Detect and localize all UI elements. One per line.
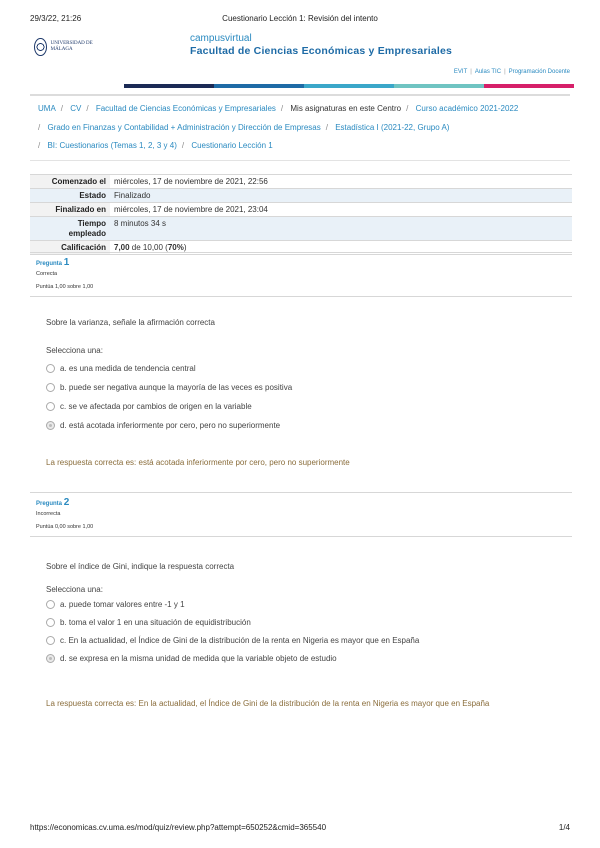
summary-label: Tiempo empleado (30, 217, 110, 241)
question-state: Correcta (36, 271, 58, 277)
summary-label: Finalizado en (30, 203, 110, 217)
breadcrumb-section[interactable]: BI: Cuestionarios (Temas 1, 2, 3 y 4) (47, 141, 177, 150)
answer-option[interactable]: a. puede tomar valores entre -1 y 1 (46, 598, 556, 610)
color-bar-segment (484, 84, 574, 88)
radio-button[interactable] (46, 636, 55, 645)
answer-option[interactable]: b. puede ser negativa aunque la mayoría de las veces es positiva (46, 381, 556, 393)
radio-button[interactable] (46, 600, 55, 609)
summary-label: Comenzado el (30, 175, 110, 189)
faculty-name[interactable]: Facultad de Ciencias Económicas y Empresariales (190, 45, 453, 57)
summary-row-finished (30, 203, 572, 217)
answer-prompt: Selecciona una: (46, 585, 103, 594)
grade-mid: de 10,00 ( (129, 242, 168, 252)
divider (30, 94, 570, 96)
answer-option[interactable]: d. está acotada inferiormente por cero, pero no superiormente (46, 419, 556, 431)
top-link-programacion-docente[interactable]: Programación Docente (508, 69, 570, 75)
question-content (46, 562, 556, 664)
summary-row-time (30, 217, 572, 241)
grade-percent: 70% (167, 242, 184, 252)
site-name[interactable]: campusvirtual (190, 33, 252, 44)
radio-button[interactable] (46, 383, 55, 392)
correct-answer-feedback: La respuesta correcta es: En la actualidad, el Índice de Gini de la distribución de la renta en Nigeria es mayor que en España (46, 699, 490, 708)
breadcrumb-degree[interactable]: Grado en Finanzas y Contabilidad + Administración y Dirección de Empresas (47, 122, 321, 132)
summary-label: Calificación (30, 241, 110, 255)
university-logo[interactable] (34, 36, 94, 58)
answer-option[interactable]: d. se expresa en la misma unidad de medida que la variable objeto de estudio (46, 652, 556, 664)
answer-option[interactable]: b. toma el valor 1 en una situación de equidistribución (46, 616, 556, 628)
question-state: Incorrecta (36, 511, 61, 517)
question-text: Sobre la varianza, señale la afirmación correcta (46, 318, 215, 327)
color-bar-segment (214, 84, 304, 88)
top-link-evit[interactable]: EVIT (453, 69, 468, 75)
logo-text: UNIVERSIDAD DE MÁLAGA (50, 41, 93, 52)
summary-value: miércoles, 17 de noviembre de 2021, 23:04 (114, 204, 268, 214)
summary-row-state (30, 189, 572, 203)
question-text: Sobre el índice de Gini, indique la respuesta correcta (46, 562, 235, 571)
answer-option[interactable]: c. En la actualidad, el Índice de Gini de la distribución de la renta en Nigeria es mayor que en España (46, 634, 556, 646)
question-mark: Puntúa 0,00 sobre 1,00 (36, 524, 94, 530)
breadcrumb-quiz[interactable]: Cuestionario Lección 1 (191, 141, 273, 150)
university-seal-icon (34, 38, 47, 56)
breadcrumb-academic-year[interactable]: Curso académico 2021-2022 (415, 104, 519, 113)
breadcrumb-my-courses: Mis asignaturas en este Centro (290, 104, 402, 113)
breadcrumb-cv[interactable]: CV (70, 104, 82, 113)
question-label: Pregunta 1 (36, 257, 70, 268)
answer-prompt: Selecciona una: (46, 346, 103, 355)
top-link-aulas-tic[interactable]: Aulas TIC (474, 69, 502, 75)
radio-button[interactable] (46, 364, 55, 373)
question-info (30, 252, 572, 297)
page-number: 1/4 (558, 823, 570, 832)
color-bar-segment (394, 84, 484, 88)
grade-score: 7,00 (114, 242, 130, 252)
radio-button-selected[interactable] (46, 654, 55, 663)
print-datetime: 29/3/22, 21:26 (30, 14, 82, 23)
page-url: https://economicas.cv.uma.es/mod/quiz/review.php?attempt=650252&cmid=365540 (30, 823, 327, 832)
attempt-summary-table (30, 174, 572, 255)
divider (30, 160, 570, 161)
question-content (46, 318, 556, 431)
answer-option[interactable]: a. es una medida de tendencia central (46, 362, 556, 374)
color-bar-segment (34, 84, 124, 88)
summary-label: Estado (30, 189, 110, 203)
answer-option[interactable]: c. se ve afectada por cambios de origen en la variable (46, 400, 556, 412)
question-info (30, 492, 572, 537)
radio-button-selected[interactable] (46, 421, 55, 430)
breadcrumb-uma[interactable]: UMA (38, 104, 56, 113)
question-label: Pregunta 2 (36, 497, 70, 508)
summary-row-started (30, 175, 572, 189)
color-bar-segment (304, 84, 394, 88)
question-number: 2 (63, 497, 70, 508)
radio-button[interactable] (46, 618, 55, 627)
summary-value: 8 minutos 34 s (110, 217, 572, 241)
summary-value: miércoles, 17 de noviembre de 2021, 22:56 (114, 176, 268, 186)
print-title: Cuestionario Lección 1: Revisión del intento (222, 14, 378, 23)
grade-end: ) (183, 242, 187, 252)
radio-button[interactable] (46, 402, 55, 411)
breadcrumb: UMA / CV / Facultad de Ciencias Económicas y Empresariales / Mis asignaturas en este Centro / Curso académico 2021-2022 / Grado en Finanzas y Contabilidad + Administración y Dirección de Empresas / Estadística I (2021-22, Grupo A) / BI: Cuestionarios (Temas 1, 2, 3 y 4) / Cuestionario Lección 1 (38, 104, 519, 150)
color-bar-segment (124, 84, 214, 88)
color-bar (34, 84, 574, 88)
breadcrumb-faculty[interactable]: Facultad de Ciencias Económicas y Empresariales (95, 104, 276, 113)
top-links: EVIT | Aulas TIC | Programación Docente (453, 69, 570, 75)
breadcrumb-course[interactable]: Estadística I (2021-22, Grupo A) (335, 122, 450, 132)
question-mark: Puntúa 1,00 sobre 1,00 (36, 284, 94, 290)
summary-value: Finalizado (110, 189, 572, 203)
question-number: 1 (63, 257, 70, 268)
correct-answer-feedback: La respuesta correcta es: está acotada inferiormente por cero, pero no superiormente (46, 458, 350, 467)
